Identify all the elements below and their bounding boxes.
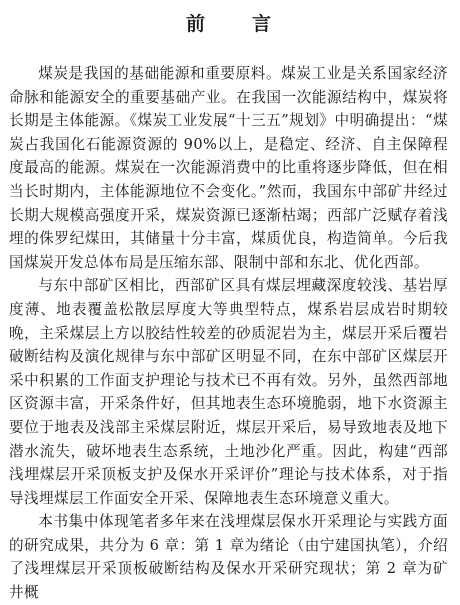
paragraph-western-mining: 与东中部矿区相比，西部矿区具有煤层埋藏深度较浅、基岩厚度薄、地表覆盖松散层厚度大等典型特点，煤系岩层成岩时期较晚，主采煤层上方以胶结性较差的砂质泥岩为主，煤层开采后覆岩破断结构及演化规律与东中部矿区明显不同，在东中部矿区煤层开采中积累的工作面支护理论与技术已不再有效。另外，虽然西部地区资源丰富，开采条件好，但其地表生态环境脆弱，地下水资源主要位于地表及浅部主采煤层附近，煤层开采后，易导致地表及地下潜水流失，破坏地表生态系统，土地沙化严重。因此，构建“西部浅埋煤层开采顶板支护及保水开采评价”理论与技术体系，对于指导浅埋煤层工作面安全开采、保障地表生态环境意义重大。 — [9, 277, 448, 507]
paragraph-coal-energy: 煤炭是我国的基础能源和重要原料。煤炭工业是关系国家经济命脉和能源安全的重要基础产业。在我国一次能源结构中，煤炭将长期是主体能源。《煤炭工业发展“十三五”规划》中明确提出：“煤炭占我国化石能源资源的 90%以上，是稳定、经济、自主保障程度最高的能源。煤炭在一次能源消费中的比重将逐步降低，但在相当长时期内，主体能源地位不会变化。”然而，我国东中部矿井经过长期大规模高强度开采，煤炭资源已逐渐枯竭；西部广泛赋存着浅埋的侏罗纪煤田，其储量十分丰富，煤质优良，构造简单。今后我国煤炭开发总体布局是压缩东部、限制中部和东北、优化西部。 — [9, 65, 448, 271]
paragraph-book-summary: 本书集中体现笔者多年来在浅埋煤层保水开采理论与实践方面的研究成果，共分为 6 章：第 1 章为绪论（由宁建国执笔），介绍了浅埋煤层开采顶板破断结构及保水开采研究现状；第 2 章为矿井概 — [9, 513, 448, 602]
preface-title: 前 言 — [185, 13, 285, 35]
